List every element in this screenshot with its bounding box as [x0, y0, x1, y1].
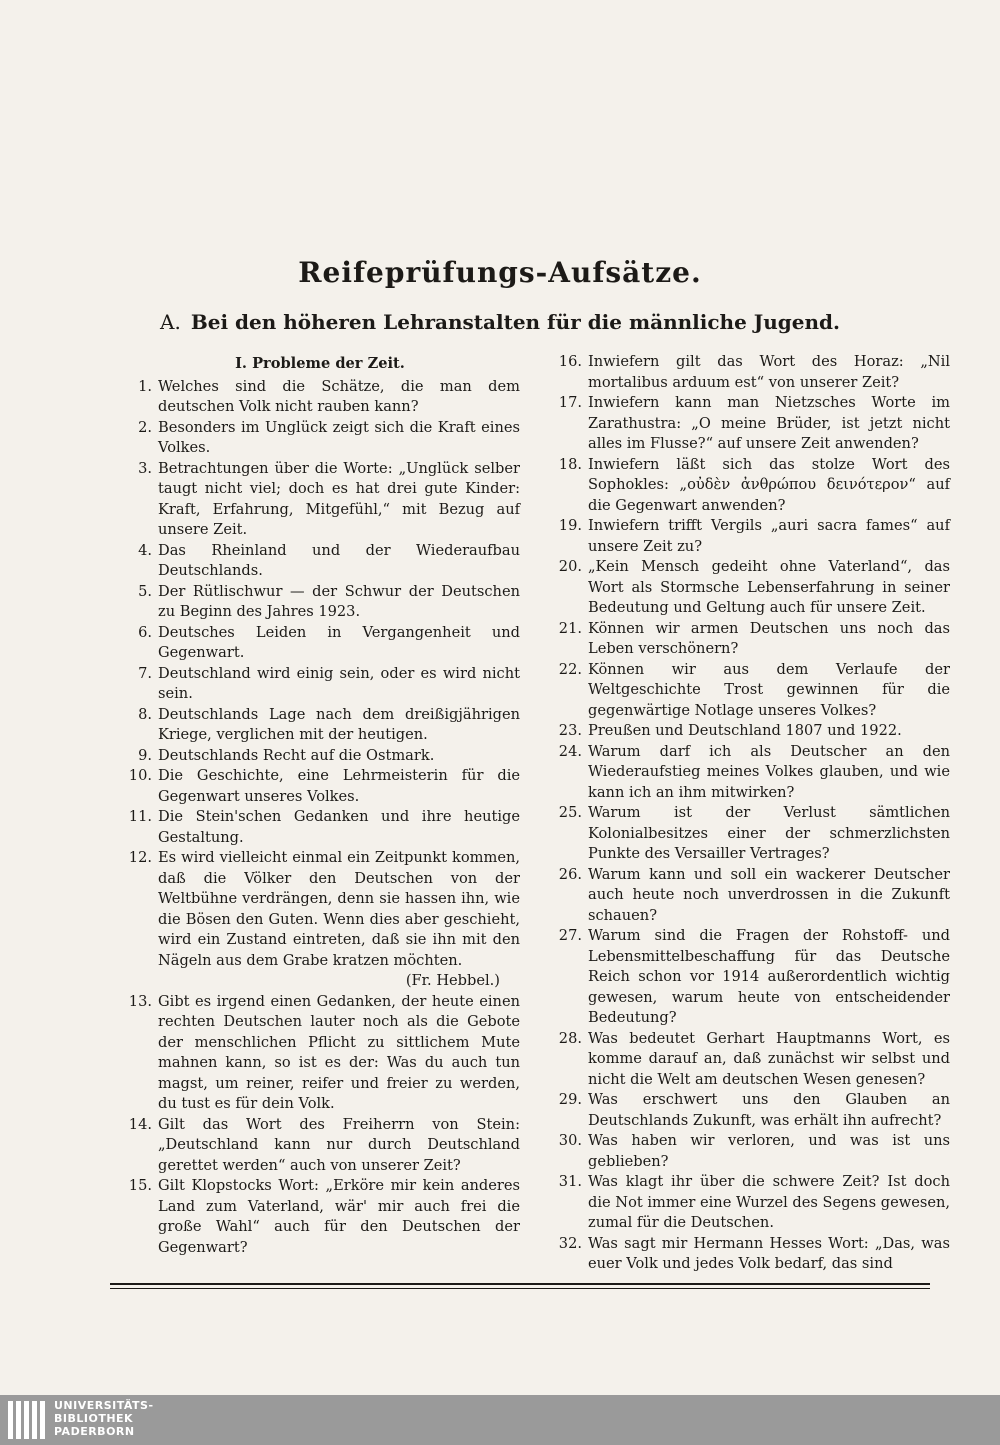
item-text: Es wird vielleicht einmal ein Zeitpunkt kommen, daß die Völker den Deutschen von der Weltbühne verdrängen, denn sie hassen ihn, wie die Bösen den Guten. Wenn dies aber geschieht, wird ein Zustand eintreten, daß sie ihn mit den Nägeln aus dem Grabe kratzen möchten.: [158, 849, 520, 969]
list-item: [120, 623, 520, 664]
item-text: Können wir aus dem Verlaufe der Weltgeschichte Trost gewinnen für die gegenwärtige Notlage unseres Volkes?: [588, 660, 950, 719]
item-text: Welches sind die Schätze, die man dem deutschen Volk nicht rauben kann?: [158, 377, 520, 415]
item-number: 26.: [558, 865, 582, 883]
list-item: [120, 992, 520, 1115]
list-item: [550, 926, 950, 1029]
item-text: „Kein Mensch gedeiht ohne Vaterland“, das Wort als Stormsche Lebenserfahrung in seiner Bedeutung und Geltung auch für unsere Zeit.: [588, 558, 950, 616]
item-text: Inwiefern gilt das Wort des Horaz: „Nil mortalibus arduum est“ von unserer Zeit?: [588, 353, 950, 391]
item-text: Können wir armen Deutschen uns noch das Leben verschönern?: [588, 619, 950, 657]
item-number: 16.: [558, 353, 582, 370]
topic-list-right: [550, 352, 950, 1275]
item-number: 24.: [558, 742, 582, 760]
item-text: Inwiefern kann man Nietzsches Worte im Zarathustra: „O meine Brüder, ist jetzt nicht alles im Flusse?“ auf unsere Zeit anwenden?: [588, 394, 950, 452]
item-number: 4.: [138, 541, 152, 559]
item-number: 18.: [558, 455, 582, 473]
item-number: 30.: [558, 1132, 582, 1149]
list-item: [550, 455, 950, 517]
item-number: 21.: [558, 619, 582, 637]
item-text: Was erschwert uns den Glauben an Deutschlands Zukunft, was erhält ihn aufrecht?: [588, 1091, 950, 1129]
item-text: Deutschland wird einig sein, oder es wird nicht sein.: [158, 664, 520, 702]
item-text: Deutsches Leiden in Vergangenheit und Gegenwart.: [158, 623, 520, 661]
list-item: [550, 803, 950, 865]
topic-list-left: [120, 377, 520, 1259]
item-number: 20.: [558, 558, 582, 575]
item-number: 1.: [138, 377, 152, 395]
list-item: [120, 766, 520, 807]
item-number: 7.: [138, 664, 152, 682]
item-text: Die Stein'schen Gedanken und ihre heutige Gestaltung.: [158, 808, 520, 846]
list-item: [120, 1115, 520, 1177]
library-name-line: UNIVERSITÄTS-: [54, 1399, 154, 1412]
item-number: 15.: [128, 1177, 152, 1194]
list-item: [550, 865, 950, 927]
item-text: Gilt Klopstocks Wort: „Erköre mir kein anderes Land zum Vaterland, wär' mir auch frei die große Wahl“ auch für den Deutschen der Gegenwart?: [158, 1177, 520, 1256]
item-number: 6.: [138, 623, 152, 641]
list-item: [120, 541, 520, 582]
item-number: 28.: [558, 1029, 582, 1047]
item-text: Der Rütlischwur — der Schwur der Deutschen zu Beginn des Jahres 1923.: [158, 582, 520, 620]
divider-rule-thin: [110, 1288, 930, 1289]
item-text: Gilt das Wort des Freiherrn von Stein: „Deutschland kann nur durch Deutschland gerettet werden“ auch von unserer Zeit?: [158, 1115, 520, 1174]
list-item: [120, 418, 520, 459]
item-text: Inwiefern läßt sich das stolze Wort des Sophokles: „οὐδὲν ἀνθρώπου δεινότερον“ auf die Gegenwart anwenden?: [588, 455, 950, 514]
item-text: Deutschlands Lage nach dem dreißigjährigen Kriege, verglichen mit der heutigen.: [158, 705, 520, 743]
list-item: [120, 459, 520, 541]
item-text: Was klagt ihr über die schwere Zeit? Ist doch die Not immer eine Wurzel des Segens gewesen, zumal für die Deutschen.: [588, 1173, 950, 1231]
item-text: Betrachtungen über die Worte: „Unglück selber taugt nicht viel; doch es hat drei gute Kinder: Kraft, Erfahrung, Mitgefühl,“ mit Bezug auf unsere Zeit.: [158, 459, 520, 538]
library-name-line: PADERBORN: [54, 1425, 135, 1438]
item-text: Inwiefern trifft Vergils „auri sacra fames“ auf unsere Zeit zu?: [588, 517, 950, 555]
item-number: 25.: [558, 804, 582, 821]
list-item: [550, 721, 950, 742]
list-item: [550, 557, 950, 619]
right-column: [550, 352, 950, 1275]
list-item: [550, 1029, 950, 1091]
subtitle-text: Bei den höheren Lehranstalten für die männliche Jugend.: [190, 310, 840, 334]
list-item: [120, 746, 520, 767]
item-number: 29.: [558, 1091, 582, 1108]
item-number: 19.: [558, 517, 582, 534]
item-text: Deutschlands Recht auf die Ostmark.: [158, 746, 435, 764]
item-number: 23.: [558, 722, 582, 739]
section-heading: I. Probleme der Zeit.: [235, 355, 405, 372]
item-number: 27.: [558, 927, 582, 944]
item-number: 8.: [138, 705, 152, 723]
item-text: Warum ist der Verlust sämtlichen Kolonialbesitzes einer der schmerzlichsten Punkte des Versailler Vertrages?: [588, 804, 950, 862]
item-number: 31.: [558, 1173, 582, 1190]
page-title: Reifeprüfungs-Aufsätze.: [298, 256, 702, 289]
list-item: [550, 619, 950, 660]
item-text: Was sagt mir Hermann Hesses Wort: „Das, was euer Volk und jedes Volk bedarf, das sind: [588, 1234, 950, 1272]
item-text: Was haben wir verloren, und was ist uns geblieben?: [588, 1132, 950, 1170]
list-item: [120, 582, 520, 623]
item-number: 2.: [138, 418, 152, 436]
subtitle-letter: A.: [160, 310, 181, 334]
list-item: [120, 1176, 520, 1258]
list-item: [120, 848, 520, 971]
list-item: [550, 1090, 950, 1131]
list-item: [550, 742, 950, 804]
item-number: 3.: [138, 459, 152, 477]
list-item: [550, 1234, 950, 1275]
item-number: 13.: [128, 992, 152, 1010]
list-item: [550, 516, 950, 557]
section-subtitle: [0, 310, 1000, 334]
list-item: [550, 1131, 950, 1172]
quote-attribution: (Fr. Hebbel.): [405, 972, 500, 989]
item-number: 5.: [138, 582, 152, 600]
item-text: Das Rheinland und der Wiederaufbau Deutschlands.: [158, 541, 520, 579]
list-item: [550, 1172, 950, 1234]
item-text: Gibt es irgend einen Gedanken, der heute einen rechten Deutschen lauter noch als die Gebote der menschlichen Pflicht zu sittlichem Mute mahnen kann, so ist es der: Was du auch tun magst, um reiner, reifer und freier zu werden, du tust es für dein Volk.: [158, 992, 520, 1112]
list-item: [120, 705, 520, 746]
list-item: [550, 660, 950, 722]
item-number: 22.: [558, 660, 582, 678]
list-item: [120, 377, 520, 418]
library-logo-icon: [6, 1399, 48, 1441]
item-text: Preußen und Deutschland 1807 und 1922.: [588, 722, 902, 739]
item-number: 9.: [138, 746, 152, 764]
item-number: 10.: [128, 767, 152, 784]
item-number: 14.: [128, 1115, 152, 1133]
item-number: 12.: [128, 849, 152, 866]
library-name-line: BIBLIOTHEK: [54, 1412, 134, 1425]
left-column: [120, 352, 520, 1258]
list-item: [550, 352, 950, 393]
divider-rule: [110, 1283, 930, 1285]
library-name: [54, 1399, 154, 1438]
item-text: Warum kann und soll ein wackerer Deutscher auch heute noch unverdrossen in die Zukunft schauen?: [588, 865, 950, 924]
list-item: [120, 664, 520, 705]
item-text: Besonders im Unglück zeigt sich die Kraft eines Volkes.: [158, 418, 520, 456]
list-item: [550, 393, 950, 455]
list-item: [120, 807, 520, 848]
item-text: Warum sind die Fragen der Rohstoff- und Lebensmittelbeschaffung für das Deutsche Reich schon vor 1914 außerordentlich wichtig gewesen, warum heute von entscheidender Bedeutung?: [588, 927, 950, 1026]
item-text: Die Geschichte, eine Lehrmeisterin für die Gegenwart unseres Volkes.: [158, 767, 520, 805]
library-footer: [0, 1395, 1000, 1445]
item-number: 11.: [128, 808, 152, 825]
item-text: Warum darf ich als Deutscher an den Wiederaufstieg meines Volkes glauben, und wie kann ich an ihm mitwirken?: [588, 742, 950, 801]
item-number: 17.: [558, 394, 582, 411]
item-text: Was bedeutet Gerhart Hauptmanns Wort, es komme darauf an, daß zunächst wir selbst und nicht die Welt am deutschen Wesen genesen?: [588, 1029, 950, 1088]
item-number: 32.: [558, 1234, 582, 1252]
